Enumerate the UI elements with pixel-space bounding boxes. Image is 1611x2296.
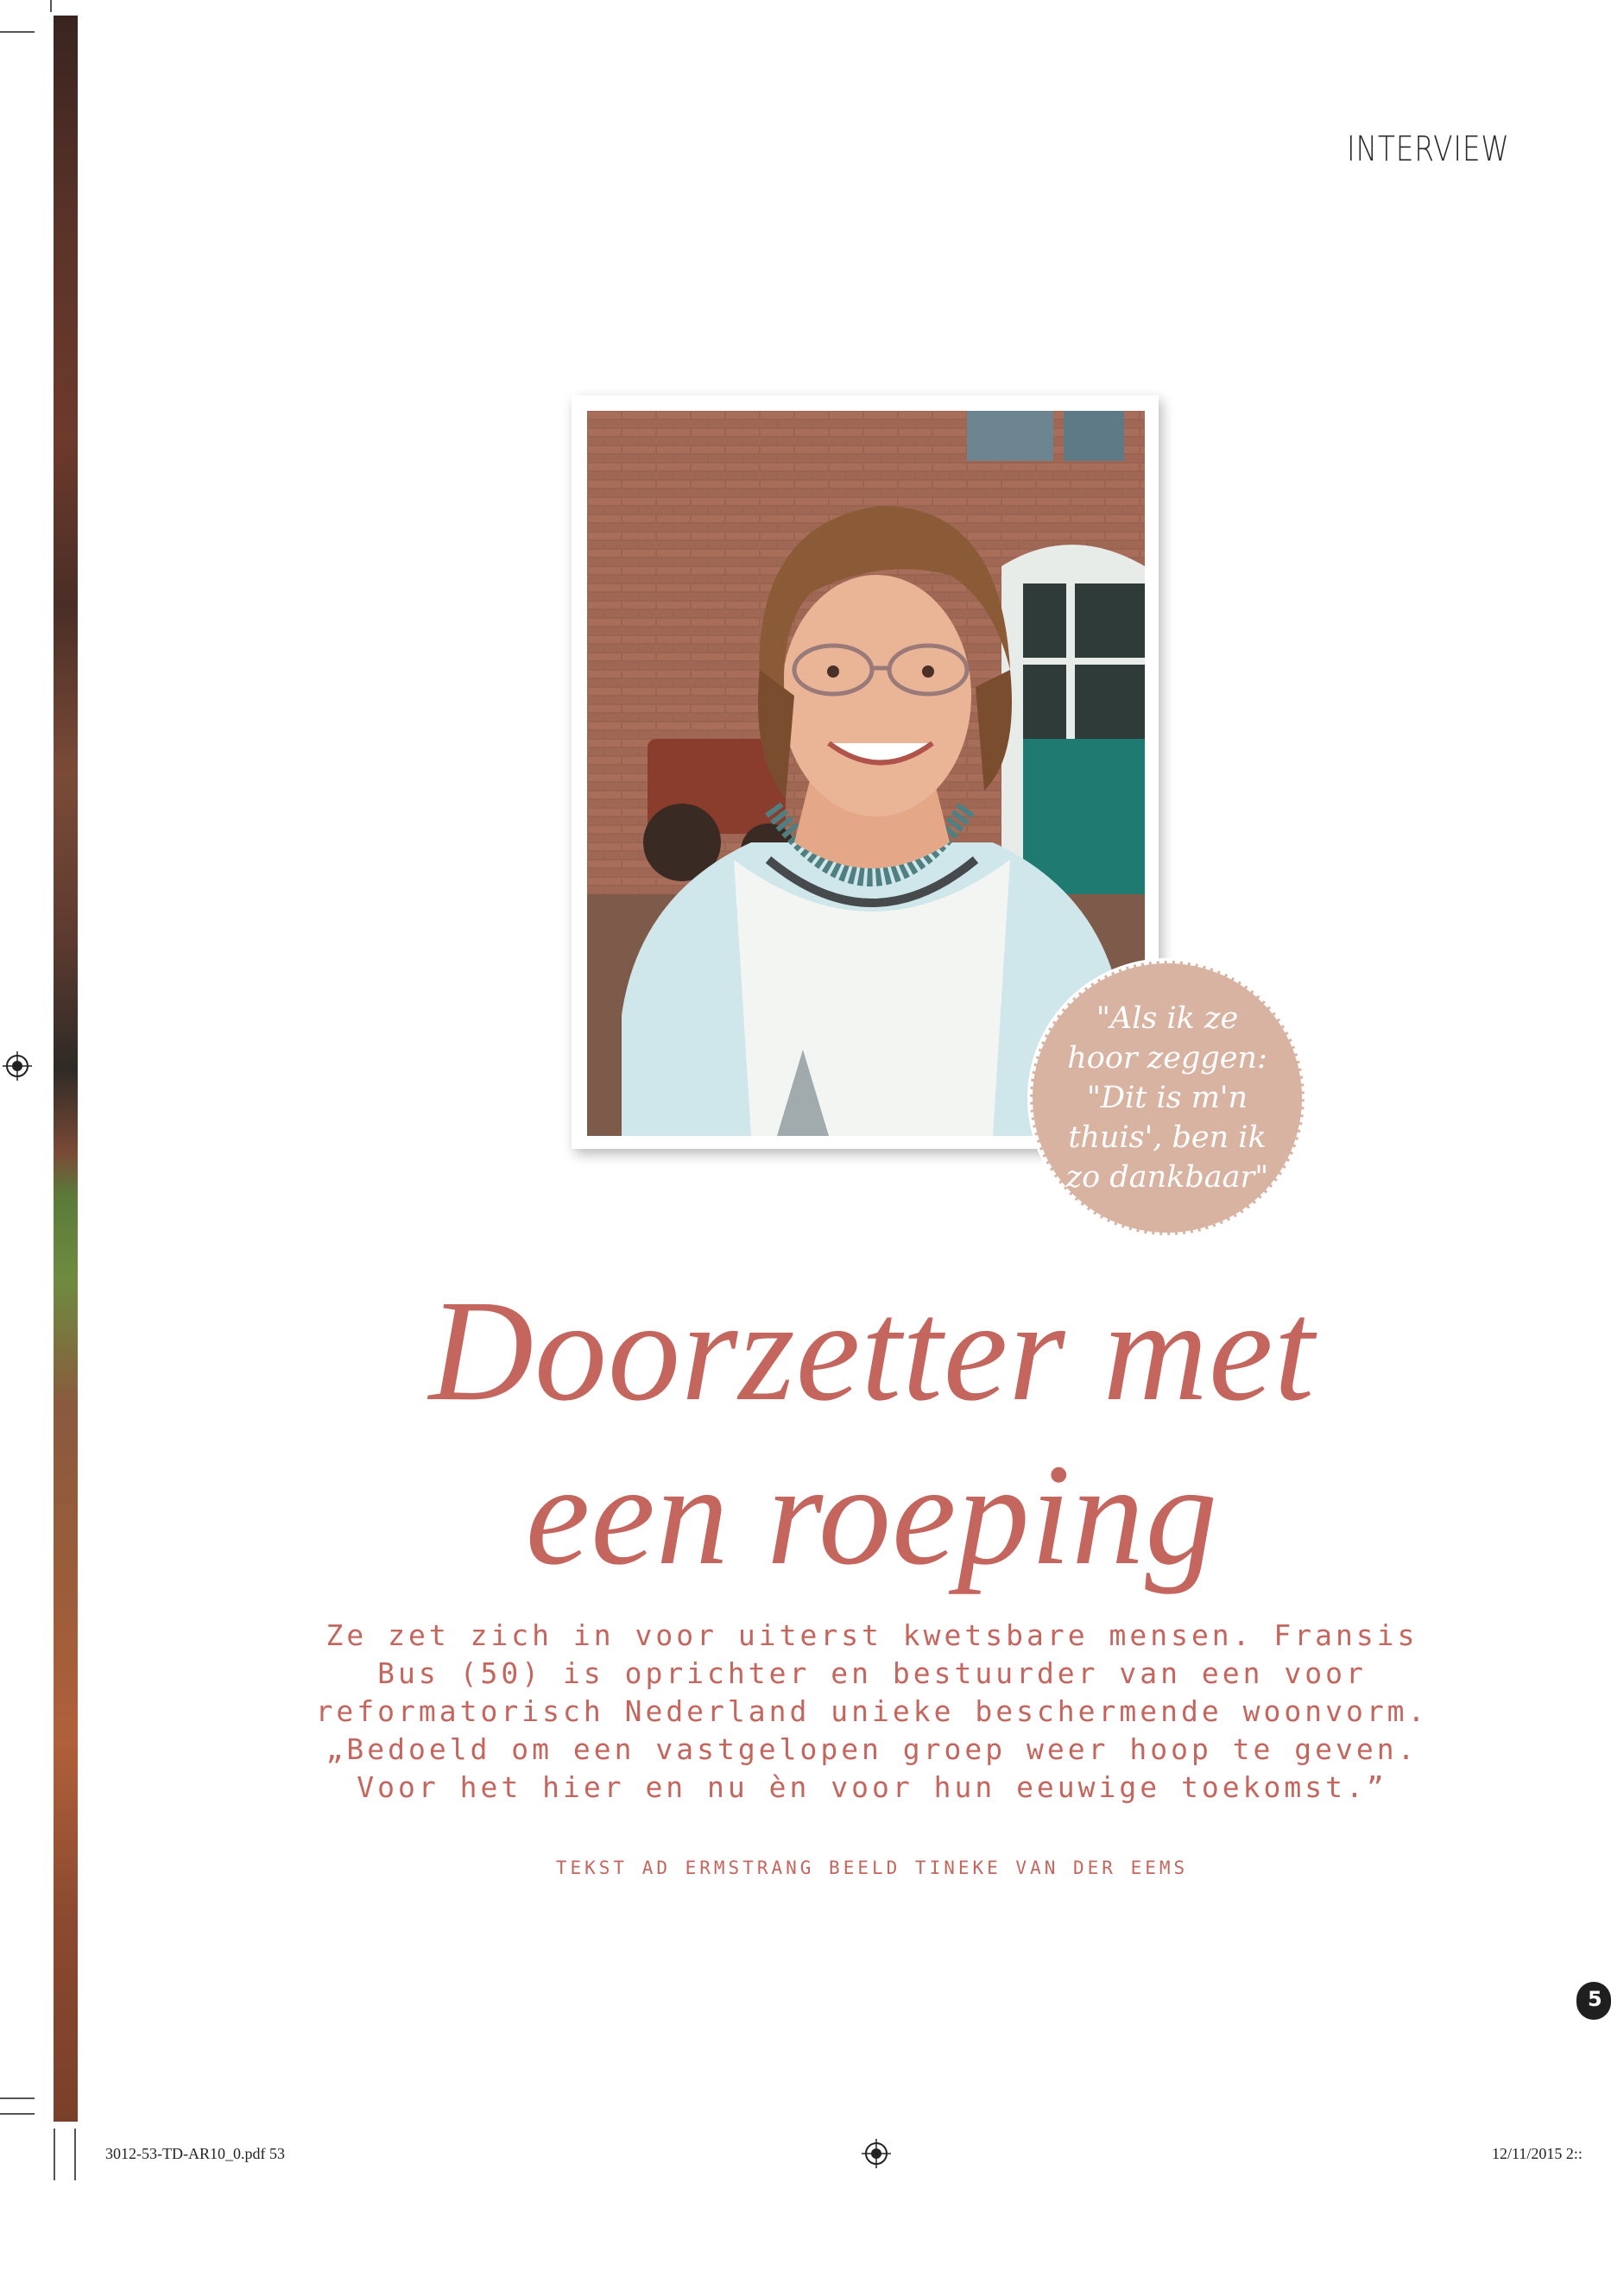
registration-mark-icon bbox=[3, 1051, 32, 1081]
print-slug-date: 12/11/2015 2:: bbox=[1492, 2145, 1583, 2162]
article-credits: TEKST AD ERMSTRANG BEELD TINEKE VAN DER EEMS bbox=[555, 1858, 1189, 1878]
article-title-line-1: Doorzetter met bbox=[428, 1271, 1316, 1431]
article-intro: Ze zet zich in voor uiterst kwetsbare mensen. Fransis Bus (50) is oprichter en bestuurder van een voor reformatorisch Nederland unieke beschermende woonvorm. „Bedoeld om een vastgelopen groep weer hoop te geven. Voor het hier en nu èn voor hun eeuwige toekomst.” bbox=[315, 1618, 1429, 1804]
page-number: 5 bbox=[1588, 1987, 1602, 2011]
section-label: INTERVIEW bbox=[1347, 129, 1510, 169]
registration-mark-icon bbox=[862, 2139, 891, 2168]
pull-quote-badge bbox=[1030, 961, 1305, 1235]
article-title bbox=[259, 1269, 1485, 1597]
crop-mark bbox=[0, 31, 35, 33]
crop-mark bbox=[0, 2097, 35, 2099]
crop-mark bbox=[0, 2113, 35, 2115]
page-number-tab bbox=[1576, 1982, 1611, 2020]
print-slug-file: 3012-53-TD-AR10_0.pdf 53 bbox=[105, 2145, 285, 2162]
article-title-line-2: een roeping bbox=[525, 1435, 1219, 1595]
crop-mark bbox=[54, 2129, 55, 2180]
crop-mark bbox=[74, 2129, 76, 2180]
bleed-photo-strip bbox=[54, 16, 78, 2122]
pull-quote-text: "Als ik ze hoor zeggen: "Dit is m'n thuis', ben ik zo dankbaar" bbox=[1065, 1001, 1269, 1195]
crop-mark bbox=[50, 0, 52, 12]
